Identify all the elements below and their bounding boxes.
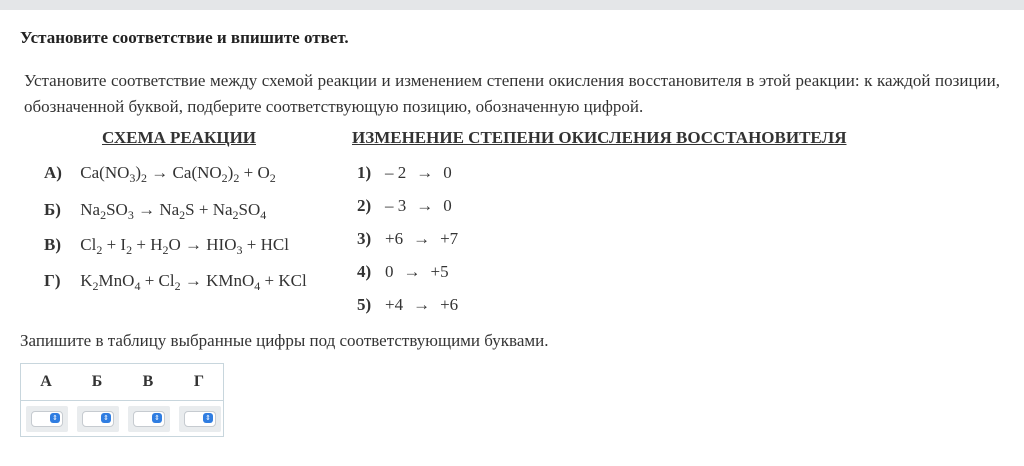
reaction-label: В) xyxy=(44,235,61,254)
option-row-1 xyxy=(357,163,452,183)
chevron-updown-icon: ⇕ xyxy=(50,413,60,423)
oxidation-column-heading: ИЗМЕНЕНИЕ СТЕПЕНИ ОКИСЛЕНИЯ ВОССТАНОВИТЕЛЯ xyxy=(352,128,847,147)
answer-header-v: В xyxy=(142,373,154,390)
arrow-icon: → xyxy=(416,196,434,215)
reaction-equation: $Ca(NO_3)_2 \to Ca(NO_2)_2 + O_2$ xyxy=(80,163,276,185)
answer-cell-v xyxy=(128,406,170,432)
answer-cell-b xyxy=(77,406,119,432)
table-divider xyxy=(21,400,223,401)
task-intro: Установите соответствие между схемой реакции и изменением степени окисления восстановителя в этой реакции: к каждой позиции, обозначенной буквой, подберите соответствующую позицию, обозначенную цифрой. xyxy=(24,71,1000,116)
task-title: Установите соответствие и впишите ответ. xyxy=(20,28,349,47)
answer-cell-g xyxy=(179,406,221,432)
reaction-label: А) xyxy=(44,163,62,182)
chevron-updown-icon: ⇕ xyxy=(101,413,111,423)
option-to: +7 xyxy=(440,229,459,248)
top-bar xyxy=(0,0,1024,10)
option-to: +6 xyxy=(440,295,459,314)
option-from: 0 xyxy=(385,262,394,281)
reaction-row-v xyxy=(44,235,289,255)
reaction-label: Б) xyxy=(44,200,61,219)
arrow-icon: → xyxy=(413,229,431,248)
option-from: +4 xyxy=(385,295,404,314)
reaction-column-heading: СХЕМА РЕАКЦИИ xyxy=(102,128,257,147)
option-row-5 xyxy=(357,295,458,315)
option-number: 3) xyxy=(357,229,372,248)
option-number: 2) xyxy=(357,196,372,215)
chevron-updown-icon: ⇕ xyxy=(203,413,213,423)
option-number: 5) xyxy=(357,295,372,314)
reaction-label: Г) xyxy=(44,271,61,290)
answer-select-g-frame[interactable] xyxy=(184,411,216,427)
reaction-row-a xyxy=(44,163,276,183)
answer-select-a-frame[interactable] xyxy=(31,411,63,427)
answer-cell-a xyxy=(26,406,68,432)
answer-select-b-frame[interactable] xyxy=(82,411,114,427)
option-number: 1) xyxy=(357,163,372,182)
reaction-row-g xyxy=(44,271,307,291)
option-from: – 2 xyxy=(385,163,407,182)
option-row-4 xyxy=(357,262,449,282)
option-from: +6 xyxy=(385,229,404,248)
option-to: 0 xyxy=(443,163,452,182)
answer-table xyxy=(20,363,224,437)
option-to: 0 xyxy=(443,196,452,215)
arrow-icon: → xyxy=(403,262,421,281)
option-row-2 xyxy=(357,196,452,216)
answer-header-g: Г xyxy=(193,373,205,390)
reaction-equation: $Na_2SO_3 \to Na_2S + Na_2SO_4$ xyxy=(80,200,267,222)
answer-header-b: Б xyxy=(91,373,103,390)
chevron-updown-icon: ⇕ xyxy=(152,413,162,423)
reaction-equation: $Cl_2 + I_2 + H_2O \to HIO_3$ + HCl xyxy=(80,235,289,257)
option-row-3 xyxy=(357,229,458,249)
option-to: +5 xyxy=(430,262,449,281)
answer-header-a: А xyxy=(40,373,52,390)
answer-select-v-frame[interactable] xyxy=(133,411,165,427)
reaction-row-b xyxy=(44,200,266,220)
answer-instruction: Запишите в таблицу выбранные цифры под соответствующими буквами. xyxy=(20,331,549,350)
reaction-equation: $K_2MnO_4 + Cl_2$ → KMnO$_4$ + KCl xyxy=(80,271,307,293)
arrow-icon: → xyxy=(416,163,434,182)
arrow-icon: → xyxy=(413,295,431,314)
option-number: 4) xyxy=(357,262,372,281)
option-from: – 3 xyxy=(385,196,407,215)
